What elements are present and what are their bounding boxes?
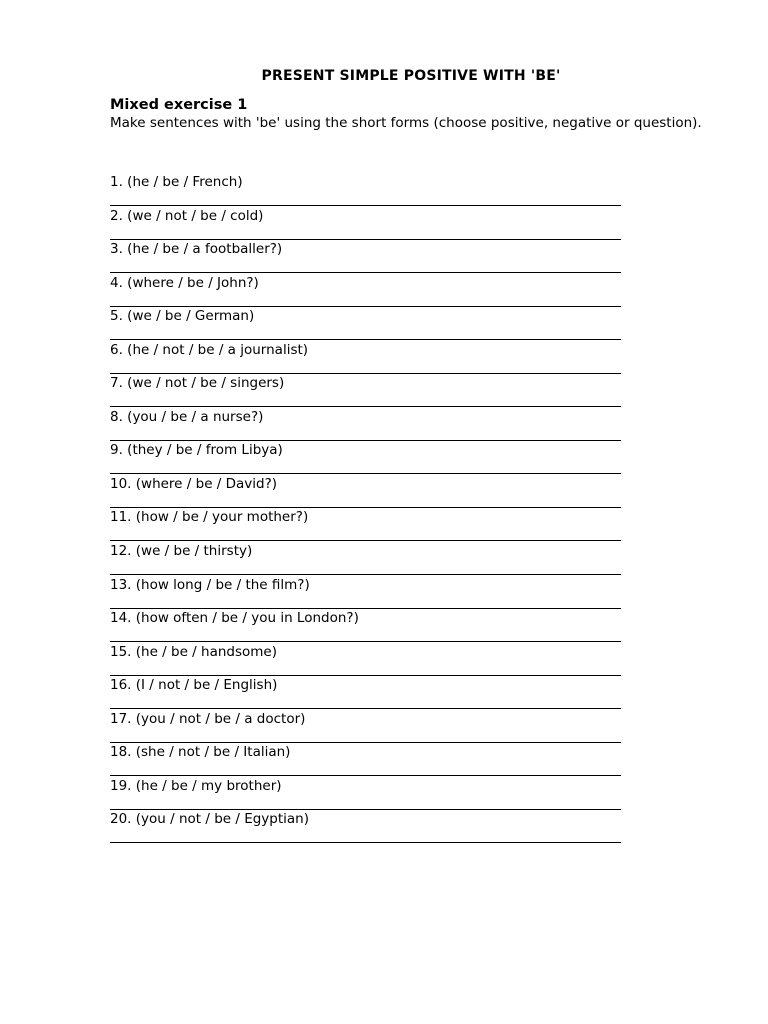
question-item <box>110 308 621 342</box>
answer-line[interactable] <box>110 473 621 474</box>
question-item <box>110 543 621 577</box>
question-item <box>110 476 621 510</box>
question-item <box>110 744 621 778</box>
answer-line[interactable] <box>110 205 621 206</box>
answer-line[interactable] <box>110 608 621 609</box>
question-text: 12. (we / be / thirsty) <box>110 543 253 560</box>
question-item <box>110 174 621 208</box>
question-text: 18. (she / not / be / Italian) <box>110 744 291 761</box>
question-text: 15. (he / be / handsome) <box>110 643 277 660</box>
answer-line[interactable] <box>110 507 621 508</box>
answer-line[interactable] <box>110 641 621 642</box>
question-item <box>110 342 621 376</box>
answer-line[interactable] <box>110 406 621 407</box>
answer-line[interactable] <box>110 775 621 776</box>
answer-line[interactable] <box>110 742 621 743</box>
answer-line[interactable] <box>110 842 621 843</box>
question-item <box>110 375 621 409</box>
answer-line[interactable] <box>110 708 621 709</box>
answer-line[interactable] <box>110 440 621 441</box>
question-text: 2. (we / not / be / cold) <box>110 207 264 224</box>
answer-line[interactable] <box>110 239 621 240</box>
question-text: 13. (how long / be / the film?) <box>110 576 310 593</box>
answer-line[interactable] <box>110 574 621 575</box>
question-text: 19. (he / be / my brother) <box>110 777 282 794</box>
question-item <box>110 241 621 275</box>
question-text: 20. (you / not / be / Egyptian) <box>110 811 310 828</box>
question-item <box>110 711 621 745</box>
question-text: 7. (we / not / be / singers) <box>110 375 285 392</box>
worksheet-title: PRESENT SIMPLE POSITIVE WITH 'BE' <box>261 68 561 84</box>
question-item <box>110 778 621 812</box>
exercise-instructions: Make sentences with 'be' using the short forms (choose positive, negative or question). <box>110 115 702 131</box>
question-item <box>110 409 621 443</box>
question-list <box>110 174 621 845</box>
answer-line[interactable] <box>110 272 621 273</box>
question-item <box>110 577 621 611</box>
question-item <box>110 811 621 845</box>
answer-line[interactable] <box>110 339 621 340</box>
question-item <box>110 644 621 678</box>
answer-line[interactable] <box>110 306 621 307</box>
question-text: 11. (how / be / your mother?) <box>110 509 309 526</box>
question-item <box>110 442 621 476</box>
question-text: 8. (you / be / a nurse?) <box>110 408 264 425</box>
question-text: 1. (he / be / French) <box>110 174 243 190</box>
answer-line[interactable] <box>110 373 621 374</box>
question-text: 10. (where / be / David?) <box>110 475 278 492</box>
question-item <box>110 610 621 644</box>
question-text: 4. (where / be / John?) <box>110 274 259 291</box>
question-item <box>110 275 621 309</box>
question-text: 16. (I / not / be / English) <box>110 677 278 694</box>
question-item <box>110 677 621 711</box>
question-text: 6. (he / not / be / a journalist) <box>110 341 309 358</box>
answer-line[interactable] <box>110 675 621 676</box>
answer-line[interactable] <box>110 809 621 810</box>
exercise-heading: Mixed exercise 1 <box>110 97 248 113</box>
question-text: 5. (we / be / German) <box>110 308 255 325</box>
question-text: 9. (they / be / from Libya) <box>110 442 283 459</box>
question-text: 14. (how often / be / you in London?) <box>110 610 359 627</box>
question-item <box>110 208 621 242</box>
question-item <box>110 509 621 543</box>
question-text: 17. (you / not / be / a doctor) <box>110 710 306 727</box>
answer-line[interactable] <box>110 540 621 541</box>
question-text: 3. (he / be / a footballer?) <box>110 241 283 258</box>
